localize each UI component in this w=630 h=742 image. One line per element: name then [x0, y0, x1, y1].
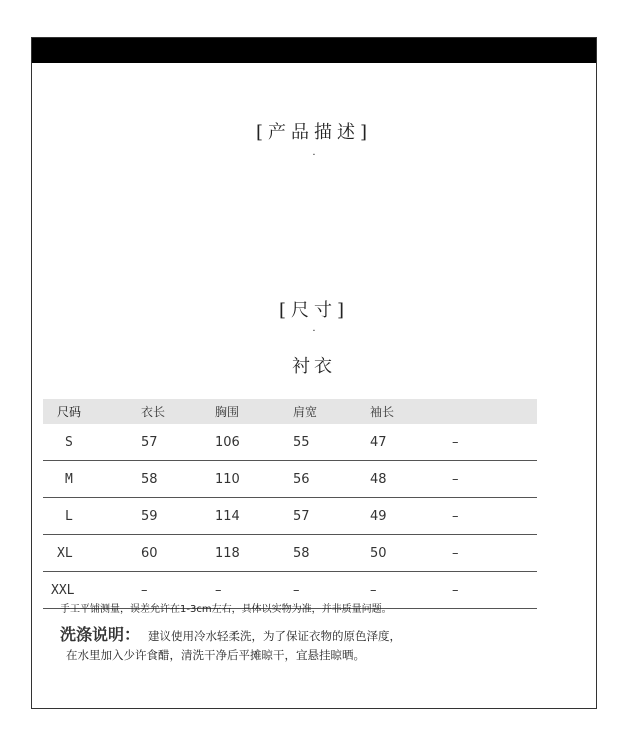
- cell-shoulder: 58: [292, 535, 369, 572]
- cell-length: –: [140, 572, 214, 609]
- cell-extra: –: [451, 424, 537, 461]
- table-row: [43, 424, 537, 461]
- cell-size: XXL: [43, 572, 140, 609]
- table-row: [43, 535, 537, 572]
- wash-instructions-line2: 在水里加入少许食醋，清洗干净后平摊晾干，宜悬挂晾晒。: [66, 648, 365, 662]
- cell-shoulder: –: [292, 572, 369, 609]
- top-black-bar: [32, 38, 596, 63]
- cell-size: M: [43, 461, 140, 498]
- cell-chest: 118: [214, 535, 292, 572]
- wash-instructions-line1: [60, 622, 401, 645]
- size-chart-table: [43, 399, 537, 609]
- wash-instructions-text1: 建议使用冷水轻柔洗，为了保证衣物的原色泽度，: [148, 629, 402, 643]
- product-description-heading: [产品描述]: [255, 122, 373, 143]
- cell-extra: –: [451, 461, 537, 498]
- cell-length: 60: [140, 535, 214, 572]
- cell-chest: 110: [214, 461, 292, 498]
- cell-chest: 106: [214, 424, 292, 461]
- cell-length: 58: [140, 461, 214, 498]
- cell-shoulder: 57: [292, 498, 369, 535]
- cell-extra: –: [451, 498, 537, 535]
- cell-sleeve: 49: [369, 498, 451, 535]
- header-chest: 胸围: [214, 399, 292, 424]
- cell-length: 57: [140, 424, 214, 461]
- cell-chest: –: [214, 572, 292, 609]
- product-detail-frame: [31, 37, 597, 709]
- cell-extra: –: [451, 535, 537, 572]
- cell-size: XL: [43, 535, 140, 572]
- table-row: [43, 498, 537, 535]
- cell-sleeve: –: [369, 572, 451, 609]
- garment-type-label: 衬衣: [292, 356, 336, 377]
- header-length: 衣长: [140, 399, 214, 424]
- header-size: 尺码: [43, 399, 140, 424]
- cell-extra: –: [451, 572, 537, 609]
- measurement-note: 手工平铺测量，误差允许在1-3cm左右，具体以实物为准，并非质量问题。: [60, 604, 392, 615]
- header-sleeve: 袖长: [369, 399, 451, 424]
- header-extra: [451, 399, 537, 424]
- cell-size: S: [43, 424, 140, 461]
- header-shoulder: 肩宽: [292, 399, 369, 424]
- cell-shoulder: 55: [292, 424, 369, 461]
- description-dot: ·: [312, 150, 316, 161]
- size-table-header-row: [43, 399, 537, 424]
- size-dot: ·: [312, 326, 316, 337]
- wash-instructions-label: 洗涤说明：: [60, 625, 141, 644]
- table-row: [43, 461, 537, 498]
- cell-sleeve: 50: [369, 535, 451, 572]
- size-heading: [尺寸]: [278, 300, 350, 321]
- cell-sleeve: 47: [369, 424, 451, 461]
- cell-chest: 114: [214, 498, 292, 535]
- cell-sleeve: 48: [369, 461, 451, 498]
- cell-size: L: [43, 498, 140, 535]
- cell-shoulder: 56: [292, 461, 369, 498]
- cell-length: 59: [140, 498, 214, 535]
